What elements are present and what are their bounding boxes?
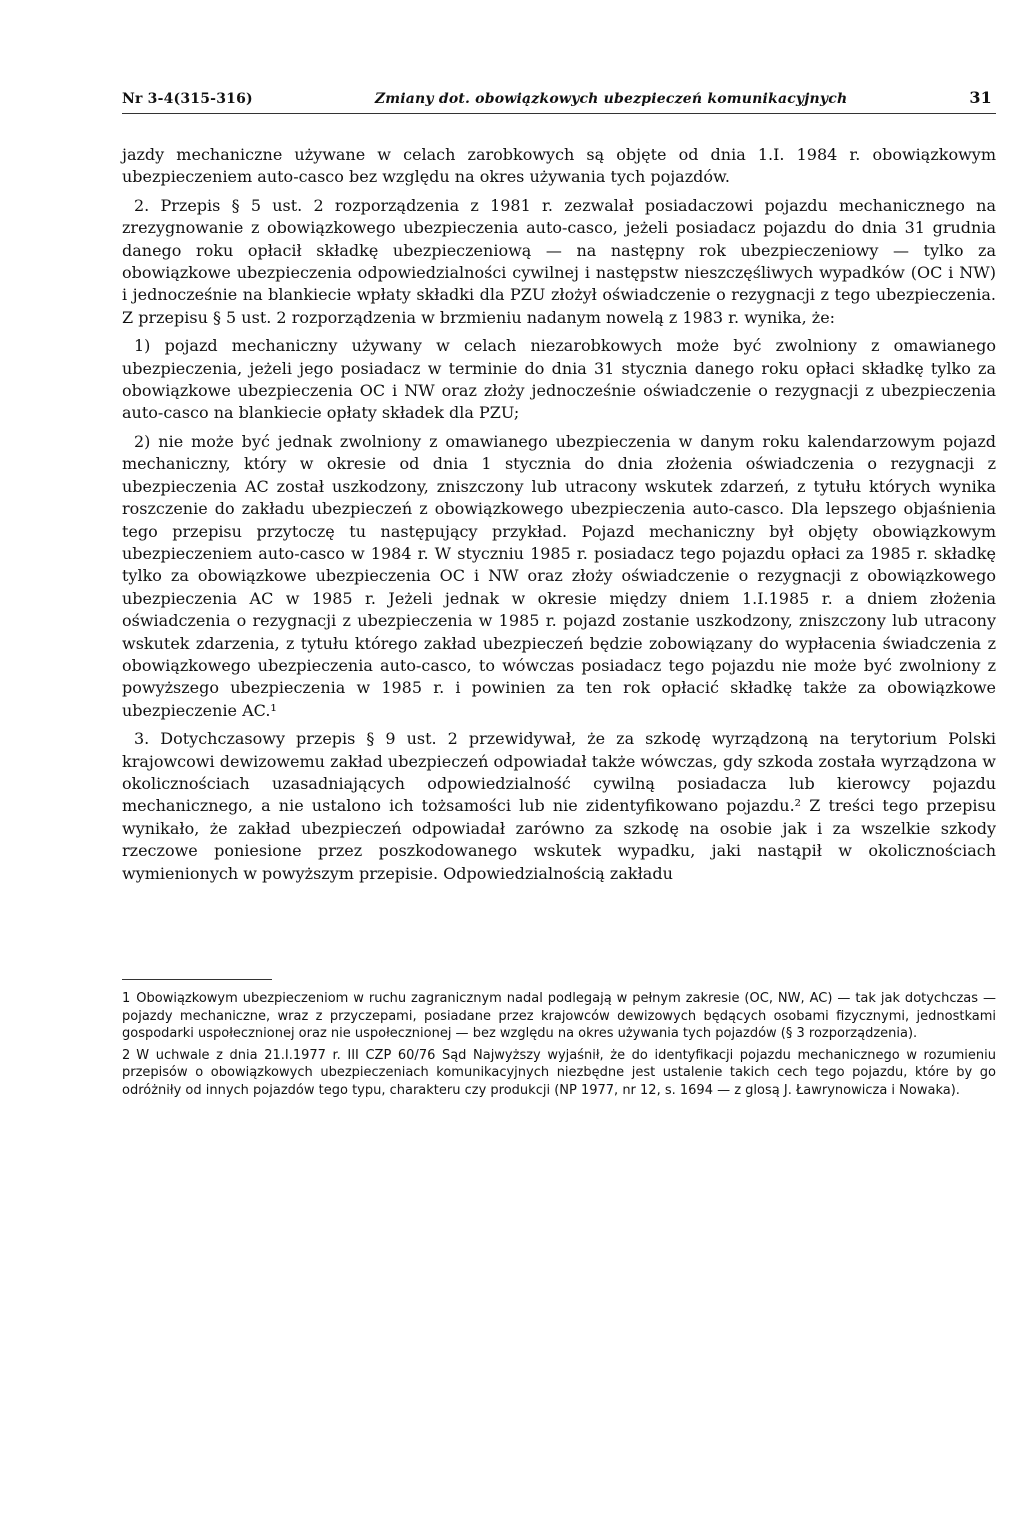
- paragraph-1: jazdy mechaniczne używane w celach zarobkowych są objęte od dnia 1.I. 1984 r. obowiązkowym ubezpieczeniem auto-casco bez względu na okres używania tych pojazdów.: [122, 145, 996, 187]
- page: [122, 88, 996, 1103]
- page-number: 31: [969, 88, 992, 107]
- list-item-1: 1) pojazd mechaniczny używany w celach niezarobkowych może być zwolniony z omawianego ubezpieczenia, jeżeli jego posiadacz w terminie do dnia 31 stycznia danego roku opłaci składkę tylko za obowiązkowe ubezpieczenia OC i NW oraz złoży jednocześnie oświadczenie o rezygnacji z ubezpieczenia auto-casco na blankiecie opłaty składek dla PZU;: [122, 336, 996, 423]
- footnote-divider: [122, 979, 272, 980]
- footnotes: [122, 990, 996, 1099]
- footnote-1-mark: 1: [122, 991, 131, 1006]
- running-header: [122, 88, 996, 114]
- footnote-1-text: Obowiązkowym ubezpieczeniom w ruchu zagranicznym nadal podlegają w pełnym zakresie (OC, NW, AC) — tak jak dotychczas — pojazdy mechaniczne, wraz z przyczepami, posiadane przez krajowców dewizowych będących osobami fizycznymi, jednostkami gospodarki uspołecznionej oraz nie uspołecznionej — bez względu na okres używania tych pojazdów (§ 3 rozporządzenia).: [122, 991, 996, 1041]
- footnote-2: [122, 1047, 996, 1100]
- issue-number: Nr 3-4(315-316): [122, 91, 253, 107]
- body-text: [122, 144, 996, 885]
- footnote-1: [122, 990, 996, 1043]
- paragraph-3: 3. Dotychczasowy przepis § 9 ust. 2 przewidywał, że za szkodę wyrządzoną na terytorium Polski krajowcowi dewizowemu zakład ubezpieczeń odpowiadał także wówczas, gdy szkoda została wyrządzona w okolicznościach uzasadniających odpowiedzialność cywilną posiadacza lub kierowcy pojazdu mechanicznego, a nie ustalono ich tożsamości lub nie zidentyfikowano pojazdu.² Z treści tego przepisu wynikało, że zakład ubezpieczeń odpowiadał zarówno za szkodę na osobie jak i za wszelkie szkody rzeczowe poniesione przez poszkodowanego wskutek wypadku, jaki nastąpił w okolicznościach wymienionych w powyższym przepisie. Odpowiedzialnością zakładu: [122, 729, 996, 883]
- paragraph-2: 2. Przepis § 5 ust. 2 rozporządzenia z 1981 r. zezwalał posiadaczowi pojazdu mechanicznego na zrezygnowanie z obowiązkowego ubezpieczenia auto-casco, jeżeli posiadacz pojazdu do dnia 31 grudnia danego roku opłacił składkę ubezpieczeniową — na następny rok ubezpieczeniowy — tylko za obowiązkowe ubezpieczenia odpowiedzialności cywilnej i następstw nieszczęśliwych wypadków (OC i NW) i jednocześnie na blankiecie wpłaty składki dla PZU złożył oświadczenie o rezygnacji z tego ubezpieczenia. Z przepisu § 5 ust. 2 rozporządzenia w brzmieniu nadanym nowelą z 1983 r. wynika, że:: [122, 195, 996, 327]
- list-item-2: 2) nie może być jednak zwolniony z omawianego ubezpieczenia w danym roku kalendarzowym pojazd mechaniczny, który w okresie od dnia 1 stycznia do dnia złożenia oświadczenia o rezygnacji z ubezpieczenia AC został uszkodzony, zniszczony lub utracony wskutek zdarzeń, z tytułu których wynika roszczenie do zakładu ubezpieczeń z obowiązkowego ubezpieczenia auto-casco. Dla lepszego objaśnienia tego przepisu przytoczę tu następujący przykład. Pojazd mechaniczny był objęty obowiązkowym ubezpieczeniem auto-casco w 1984 r. W styczniu 1985 r. posiadacz tego pojazdu opłaci za 1985 r. składkę tylko za obowiązkowe ubezpieczenia OC i NW oraz złoży oświadczenie o rezygnacji z obowiązkowego ubezpieczenia AC w 1985 r. Jeżeli jednak w okresie między dniem 1.I.1985 r. a dniem złożenia oświadczenia o rezygnacji z ubezpieczenia w 1985 r. pojazd zostanie uszkodzony, zniszczony lub utracony wskutek zdarzenia, z tytułu którego zakład ubezpieczeń będzie zobowiązany do wypłacenia świadczenia z obowiązkowego ubezpieczenia auto-casco, to wówczas posiadacz tego pojazdu nie może być zwolniony z powyższego ubezpieczenia w 1985 r. i powinien za ten rok opłacić składkę także za obowiązkowe ubezpieczenie AC.¹: [122, 431, 996, 720]
- running-title: Zmiany dot. obowiązkowych ubezpieczeń komunikacyjnych: [374, 91, 848, 107]
- footnote-2-text: W uchwale z dnia 21.I.1977 r. III CZP 60/76 Sąd Najwyższy wyjaśnił, że do identyfikacji pojazdu mechanicznego w rozumieniu przepisów o obowiązkowych ubezpieczeniach komunikacyjnych niezbędne jest ustalenie takich cech tego pojazdu, które by go odróżniły od innych pojazdów tego typu, charakteru czy produkcji (NP 1977, nr 12, s. 1694 — z glosą J. Ławrynowicza i Nowaka).: [122, 1047, 996, 1098]
- footnote-2-mark: 2: [122, 1047, 131, 1063]
